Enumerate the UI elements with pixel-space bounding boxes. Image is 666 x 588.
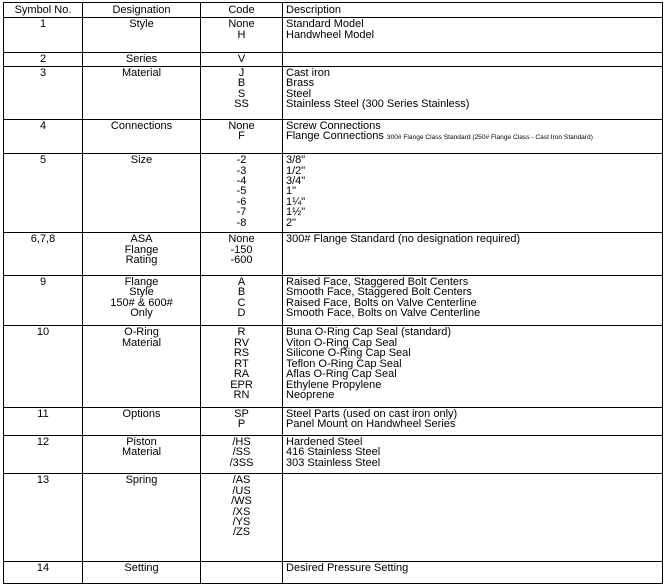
header-code: Code	[201, 3, 283, 18]
designation-cell	[83, 52, 201, 66]
description-text: 416 Stainless Steel	[286, 446, 381, 459]
symbol-cell	[4, 561, 83, 583]
description-text: 303 Stainless Steel	[286, 456, 381, 469]
description-text: Hardened Steel	[286, 435, 363, 448]
description-line	[286, 197, 659, 207]
description-line	[286, 308, 659, 318]
symbol-cell	[4, 474, 83, 561]
code-cell-line: None	[228, 233, 255, 246]
table-row	[4, 561, 663, 583]
designation-cell	[83, 119, 201, 153]
description-text: Screw Connections	[286, 119, 381, 132]
symbol-cell	[4, 233, 83, 276]
description-text: 3/4"	[286, 175, 306, 188]
description-text: Stainless Steel (300 Series Stainless)	[286, 98, 470, 111]
description-note: 300# Flange Class Standard (250# Flange Class - Cast Iron Standard)	[386, 134, 593, 142]
table-row	[4, 52, 663, 66]
description-line	[286, 166, 659, 176]
description-text: Steel	[286, 87, 312, 100]
description-text: Cast iron	[286, 67, 331, 80]
symbol-cell	[4, 407, 83, 435]
symbol-cell	[4, 119, 83, 153]
description-text: Flange Connections	[286, 130, 384, 143]
description-text: Brass	[286, 77, 315, 90]
description-text: Ethylene Propylene	[286, 378, 382, 391]
symbol-cell-line: 5	[39, 154, 47, 167]
description-line	[286, 380, 659, 390]
description-line	[286, 186, 659, 196]
description-line	[286, 218, 659, 228]
designation-cell	[83, 474, 201, 561]
code-cell-line: B	[237, 77, 246, 90]
code-cell-line: R	[237, 326, 246, 339]
symbol-cell-line: 12	[36, 435, 50, 448]
code-cell-line: /AS	[232, 474, 251, 487]
description-text: Raised Face, Staggered Bolt Centers	[286, 275, 469, 288]
symbol-cell-line: 10	[36, 326, 50, 339]
description-text: Buna O-Ring Cap Seal (standard)	[286, 326, 452, 339]
symbol-cell-line: 13	[36, 474, 50, 487]
table-body	[4, 18, 663, 584]
table-row	[4, 233, 663, 276]
description-text: Panel Mount on Handwheel Series	[286, 417, 456, 430]
description-text: Neoprene	[286, 388, 335, 401]
description-text: 300# Flange Standard (no designation required)	[286, 233, 521, 246]
header-symbol-no: Symbol No.	[4, 3, 83, 18]
code-cell	[201, 275, 283, 326]
code-cell-line: H	[237, 28, 246, 41]
description-line	[286, 176, 659, 186]
description-line	[286, 390, 659, 400]
code-cell	[201, 67, 283, 120]
description-text: Desired Pressure Setting	[286, 561, 409, 574]
code-cell-line: F	[238, 130, 245, 143]
designation-cell-line: Style	[129, 286, 154, 299]
description-text: 1½"	[286, 206, 306, 219]
code-cell-line: -3	[236, 164, 247, 177]
table-row	[4, 67, 663, 120]
header-description: Description	[283, 3, 663, 18]
code-cell-line: RN	[233, 388, 250, 401]
table-row	[4, 326, 663, 407]
description-text: Silicone O-Ring Cap Seal	[286, 347, 411, 360]
code-cell-line: /WS	[231, 495, 252, 508]
table-row	[4, 119, 663, 153]
description-cell	[283, 435, 663, 474]
description-line	[286, 207, 659, 217]
symbol-code-table	[3, 2, 663, 584]
header-row	[4, 3, 663, 18]
description-cell	[283, 275, 663, 326]
code-cell-line: P	[237, 417, 246, 430]
code-cell-line: RV	[233, 336, 250, 349]
code-cell	[201, 119, 283, 153]
symbol-cell-line: 3	[39, 67, 47, 80]
description-cell	[283, 119, 663, 153]
designation-cell	[83, 67, 201, 120]
description-text: Steel Parts (used on cast iron only)	[286, 407, 458, 420]
designation-cell-line: Flange	[124, 243, 159, 256]
description-line	[286, 78, 659, 88]
description-text: 2"	[286, 216, 297, 229]
designation-cell-line: Size	[130, 154, 153, 167]
description-cell	[283, 154, 663, 233]
symbol-cell	[4, 52, 83, 66]
description-text: 1"	[286, 185, 297, 198]
designation-cell-line: Flange	[124, 275, 159, 288]
code-cell-line: RT	[234, 357, 249, 370]
symbol-cell	[4, 154, 83, 233]
symbol-cell-line: 11	[37, 407, 49, 420]
code-cell-line: -8	[236, 216, 247, 229]
designation-cell-line: Material	[121, 67, 162, 80]
code-cell	[201, 326, 283, 407]
description-text: Standard Model	[286, 18, 364, 31]
description-line	[286, 155, 659, 165]
code-cell-line: RA	[233, 368, 250, 381]
symbol-cell-line: 14	[36, 561, 50, 574]
designation-cell	[83, 435, 201, 474]
designation-cell-line: Only	[130, 307, 153, 320]
code-cell-line: -150	[230, 243, 253, 256]
designation-cell	[83, 407, 201, 435]
description-line	[286, 563, 659, 573]
code-cell	[201, 52, 283, 66]
description-line	[286, 68, 659, 78]
description-text: Aflas O-Ring Cap Seal	[286, 368, 397, 381]
table-row	[4, 474, 663, 561]
description-cell	[283, 407, 663, 435]
code-cell-line: /US	[232, 484, 251, 497]
code-cell-line: /3SS	[229, 456, 254, 469]
code-cell-line: /YS	[232, 516, 251, 529]
code-cell-line: -5	[236, 185, 247, 198]
code-cell-line: D	[237, 307, 246, 320]
description-text: Teflon O-Ring Cap Seal	[286, 357, 402, 370]
designation-cell-line: Spring	[125, 474, 158, 487]
description-text: Raised Face, Bolts on Valve Centerline	[286, 296, 477, 309]
designation-cell-line: Material	[121, 446, 162, 459]
designation-cell-line: ASA	[130, 233, 153, 246]
description-line	[286, 458, 659, 468]
code-cell	[201, 18, 283, 52]
designation-cell-line: Style	[129, 18, 154, 31]
designation-cell-line: 150# & 600#	[110, 296, 173, 309]
symbol-cell	[4, 275, 83, 326]
table-row	[4, 154, 663, 233]
description-text: 1/2"	[286, 164, 306, 177]
symbol-cell	[4, 18, 83, 52]
code-cell-line: SP	[234, 407, 249, 420]
symbol-cell-line: 1	[39, 18, 47, 31]
description-cell	[283, 233, 663, 276]
designation-cell-line: Connections	[110, 119, 173, 132]
symbol-cell-line: 6,7,8	[30, 233, 56, 246]
code-cell	[201, 407, 283, 435]
description-text: Viton O-Ring Cap Seal	[286, 336, 398, 349]
designation-cell	[83, 326, 201, 407]
description-text: Smooth Face, Staggered Bolt Centers	[286, 286, 472, 299]
designation-cell-line: O-Ring	[124, 326, 159, 339]
code-cell	[201, 233, 283, 276]
designation-cell-line: Options	[122, 407, 161, 420]
designation-cell-line: Rating	[125, 254, 158, 267]
code-cell	[201, 474, 283, 561]
description-line	[286, 99, 659, 109]
description-text: 3/8"	[286, 154, 306, 167]
symbol-cell	[4, 326, 83, 407]
code-cell-line: -6	[236, 195, 247, 208]
code-cell-line: /SS	[232, 446, 251, 459]
description-cell	[283, 18, 663, 52]
description-text: Smooth Face, Bolts on Valve Centerline	[286, 307, 481, 320]
designation-cell	[83, 275, 201, 326]
code-cell-line: A	[237, 275, 246, 288]
symbol-cell-line: 2	[39, 52, 47, 65]
symbol-cell	[4, 435, 83, 474]
code-cell-line: SS	[234, 98, 249, 111]
code-cell-line: -4	[236, 175, 247, 188]
code-cell-line: -7	[236, 206, 247, 219]
description-cell	[283, 67, 663, 120]
table-row	[4, 407, 663, 435]
designation-cell	[83, 561, 201, 583]
code-cell-line: /HS	[232, 435, 251, 448]
designation-cell	[83, 18, 201, 52]
description-cell	[283, 52, 663, 66]
code-cell-line: None	[228, 119, 255, 132]
code-cell-line: C	[237, 296, 246, 309]
description-cell	[283, 561, 663, 583]
symbol-cell	[4, 67, 83, 120]
code-cell-line: /XS	[232, 505, 251, 518]
code-cell-line: -2	[236, 154, 247, 167]
description-line	[286, 30, 659, 40]
designation-cell-line: Material	[121, 336, 162, 349]
symbol-cell-line: 9	[39, 275, 47, 288]
code-cell-line: V	[237, 52, 246, 65]
code-cell-line: J	[238, 67, 245, 80]
description-line	[286, 419, 659, 429]
table-row	[4, 435, 663, 474]
code-cell-line: /ZS	[232, 526, 251, 539]
symbol-cell-line: 4	[39, 119, 47, 132]
table-row	[4, 18, 663, 52]
code-cell	[201, 435, 283, 474]
designation-cell-line: Setting	[124, 561, 159, 574]
description-text: 1¼"	[286, 195, 306, 208]
description-line	[286, 131, 659, 143]
code-cell-line: EPR	[230, 378, 253, 391]
code-cell-line: None	[228, 18, 255, 31]
code-cell	[201, 561, 283, 583]
description-line	[286, 234, 659, 244]
description-cell	[283, 474, 663, 561]
designation-cell-line: Series	[125, 52, 158, 65]
code-cell-line: RS	[233, 347, 250, 360]
code-cell-line: S	[237, 87, 246, 100]
description-cell	[283, 326, 663, 407]
designation-cell-line: Piston	[126, 435, 157, 448]
table-row	[4, 275, 663, 326]
code-cell-line: -600	[230, 254, 253, 267]
description-text: Handwheel Model	[286, 28, 375, 41]
code-cell-line: B	[237, 286, 246, 299]
code-cell	[201, 154, 283, 233]
designation-cell	[83, 154, 201, 233]
header-designation: Designation	[83, 3, 201, 18]
designation-cell	[83, 233, 201, 276]
